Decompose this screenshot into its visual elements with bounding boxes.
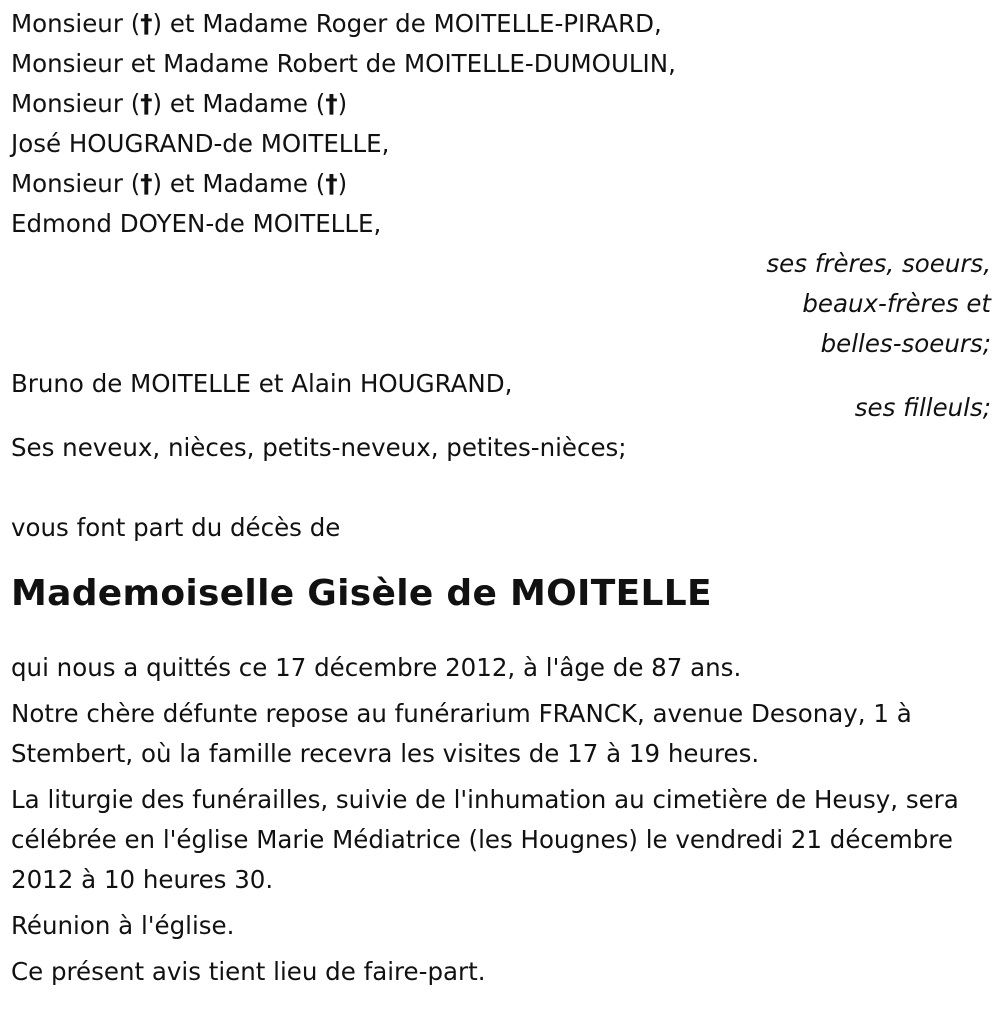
liturgy-details: La liturgie des funérailles, suivie de l'inhumation au cimetière de Heusy, sera célébrée en l'église Marie Médiatrice (les Hougnes) le vendredi 21 décembre 2012 à 10 heures 30. <box>11 785 959 894</box>
cross-icon: † <box>140 9 153 38</box>
meeting-details: Réunion à l'église. <box>11 911 235 940</box>
cross-icon: † <box>325 169 338 198</box>
family-line-3: Monsieur (†) et Madame (†) <box>11 89 348 118</box>
relation-line-1: ses frères, soeurs, <box>766 249 991 278</box>
funeral-home-details: Notre chère défunte repose au funérarium FRANCK, avenue Desonay, 1 à Stembert, où la famille recevra les visites de 17 à 19 heures. <box>11 699 912 768</box>
cross-icon: † <box>140 89 153 118</box>
deceased-name: Mademoiselle Gisèle de MOITELLE <box>11 573 712 614</box>
godchildren-relation: ses filleuls; <box>854 393 991 422</box>
death-details: qui nous a quittés ce 17 décembre 2012, à l'âge de 87 ans. <box>11 653 742 682</box>
relation-line-2: beaux-frères et <box>802 289 991 318</box>
obituary-notice <box>11 4 991 992</box>
announcement-text: vous font part du décès de <box>11 513 341 542</box>
family-line-1: Monsieur (†) et Madame Roger de MOITELLE-PIRARD, <box>11 9 662 38</box>
family-line-5: Monsieur (†) et Madame (†) <box>11 169 348 198</box>
other-relatives: Ses neveux, nièces, petits-neveux, petites-nièces; <box>11 433 627 462</box>
notice-details: Ce présent avis tient lieu de faire-part. <box>11 957 486 986</box>
family-line-4: José HOUGRAND-de MOITELLE, <box>11 129 390 158</box>
family-line-2: Monsieur et Madame Robert de MOITELLE-DUMOULIN, <box>11 49 676 78</box>
godchildren-line: Bruno de MOITELLE et Alain HOUGRAND, <box>11 369 513 398</box>
family-line-6: Edmond DOYEN-de MOITELLE, <box>11 209 382 238</box>
cross-icon: † <box>140 169 153 198</box>
relation-line-3: belles-soeurs; <box>820 329 991 358</box>
cross-icon: † <box>325 89 338 118</box>
